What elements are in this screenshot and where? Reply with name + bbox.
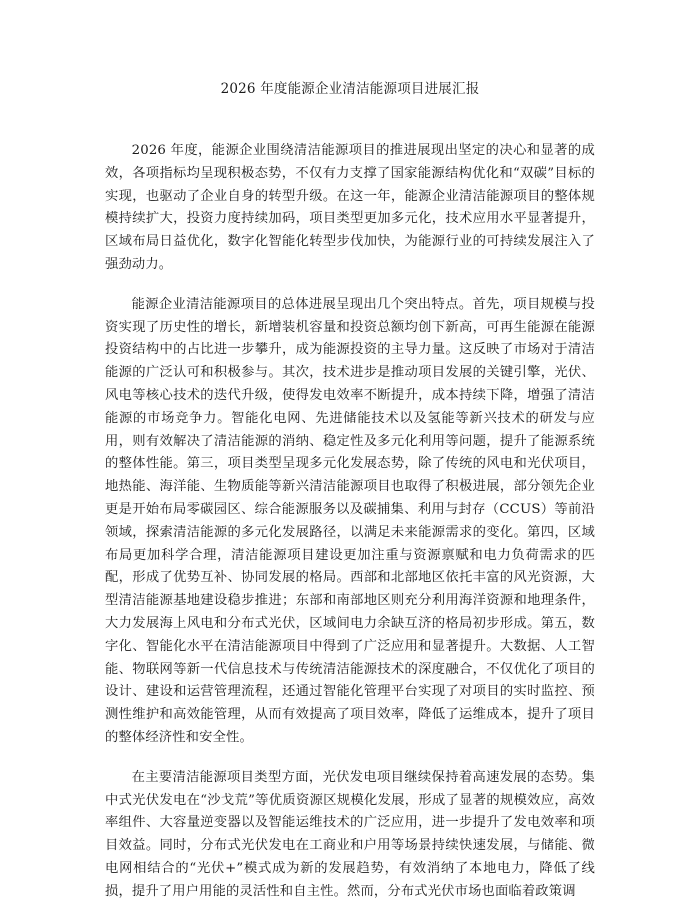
paragraph-intro: 2026 年度，能源企业围绕清洁能源项目的推进展现出坚定的决心和显著的成效，各项指标均呈现积极态势，不仅有力支撑了国家能源结构优化和“双碳”目标的实现，也驱动了企业自身的转型升级。在这一年，能源企业清洁能源项目的整体规模持续扩大，投资力度持续加码，项目类型更加多元化，技术应用水平显著提升，区域布局日益优化，数字化智能化转型步伐加快，为能源行业的可持续发展注入了强劲动力。 [105,143,595,272]
paragraph-overall-progress: 能源企业清洁能源项目的总体进展呈现出几个突出特点。首先，项目规模与投资实现了历史性的增长，新增装机容量和投资总额均创下新高，可再生能源在能源投资结构中的占比进一步攀升，成为能源投资的主导力量。这反映了市场对于清洁能源的广泛认可和积极参与。其次，技术进步是推动项目发展的关键引擎，光伏、风电等核心技术的迭代升级，使得发电效率不断提升，成本持续下降，增强了清洁能源的市场竞争力。智能化电网、先进储能技术以及氢能等新兴技术的研发与应用，则有效解决了清洁能源的消纳、稳定性及多元化利用等问题，提升了能源系统的整体性能。第三，项目类型呈现多元化发展态势，除了传统的风电和光伏项目，地热能、海洋能、生物质能等新兴清洁能源项目也取得了积极进展，部分领先企业更是开始布局零碳园区、综合能源服务以及碳捕集、利用与封存（CCUS）等前沿领域，探索清洁能源的多元化发展路径，以满足未来能源需求的变化。第四，区域布局更加科学合理，清洁能源项目建设更加注重与资源禀赋和电力负荷需求的匹配，形成了优势互补、协同发展的格局。西部和北部地区依托丰富的风光资源，大型清洁能源基地建设稳步推进；东部和南部地区则充分利用海洋资源和地理条件，大力发展海上风电和分布式光伏，区域间电力余缺互济的格局初步形成。第五，数字化、智能化水平在清洁能源项目中得到了广泛应用和显著提升。大数据、人工智能、物联网等新一代信息技术与传统清洁能源技术的深度融合，不仅优化了项目的设计、建设和运营管理流程，还通过智能化管理平台实现了对项目的实时监控、预测性维护和高效能管理，从而有效提高了项目效率，降低了运维成本，提升了项目的整体经济性和安全性。 [105,296,595,745]
paragraph-project-types: 在主要清洁能源项目类型方面，光伏发电项目继续保持着高速发展的态势。集中式光伏发电在“沙戈荒”等优质资源区规模化发展，形成了显著的规模效应，高效率组件、大容量逆变器以及智能运维技术的广泛应用，进一步提升了发电效率和项目效益。同时，分布式光伏发电在工商业和户用等场景持续快速发展，与储能、微电网相结合的“光伏+”模式成为新的发展趋势，有效消纳了本地电力，降低了线损，提升了用户用能的灵活性和自主性。然而，分布式光伏市场也面临着政策调 [105,769,595,899]
document-body [105,140,595,905]
document-title: 2026 年度能源企业清洁能源项目进展汇报 [220,81,480,97]
